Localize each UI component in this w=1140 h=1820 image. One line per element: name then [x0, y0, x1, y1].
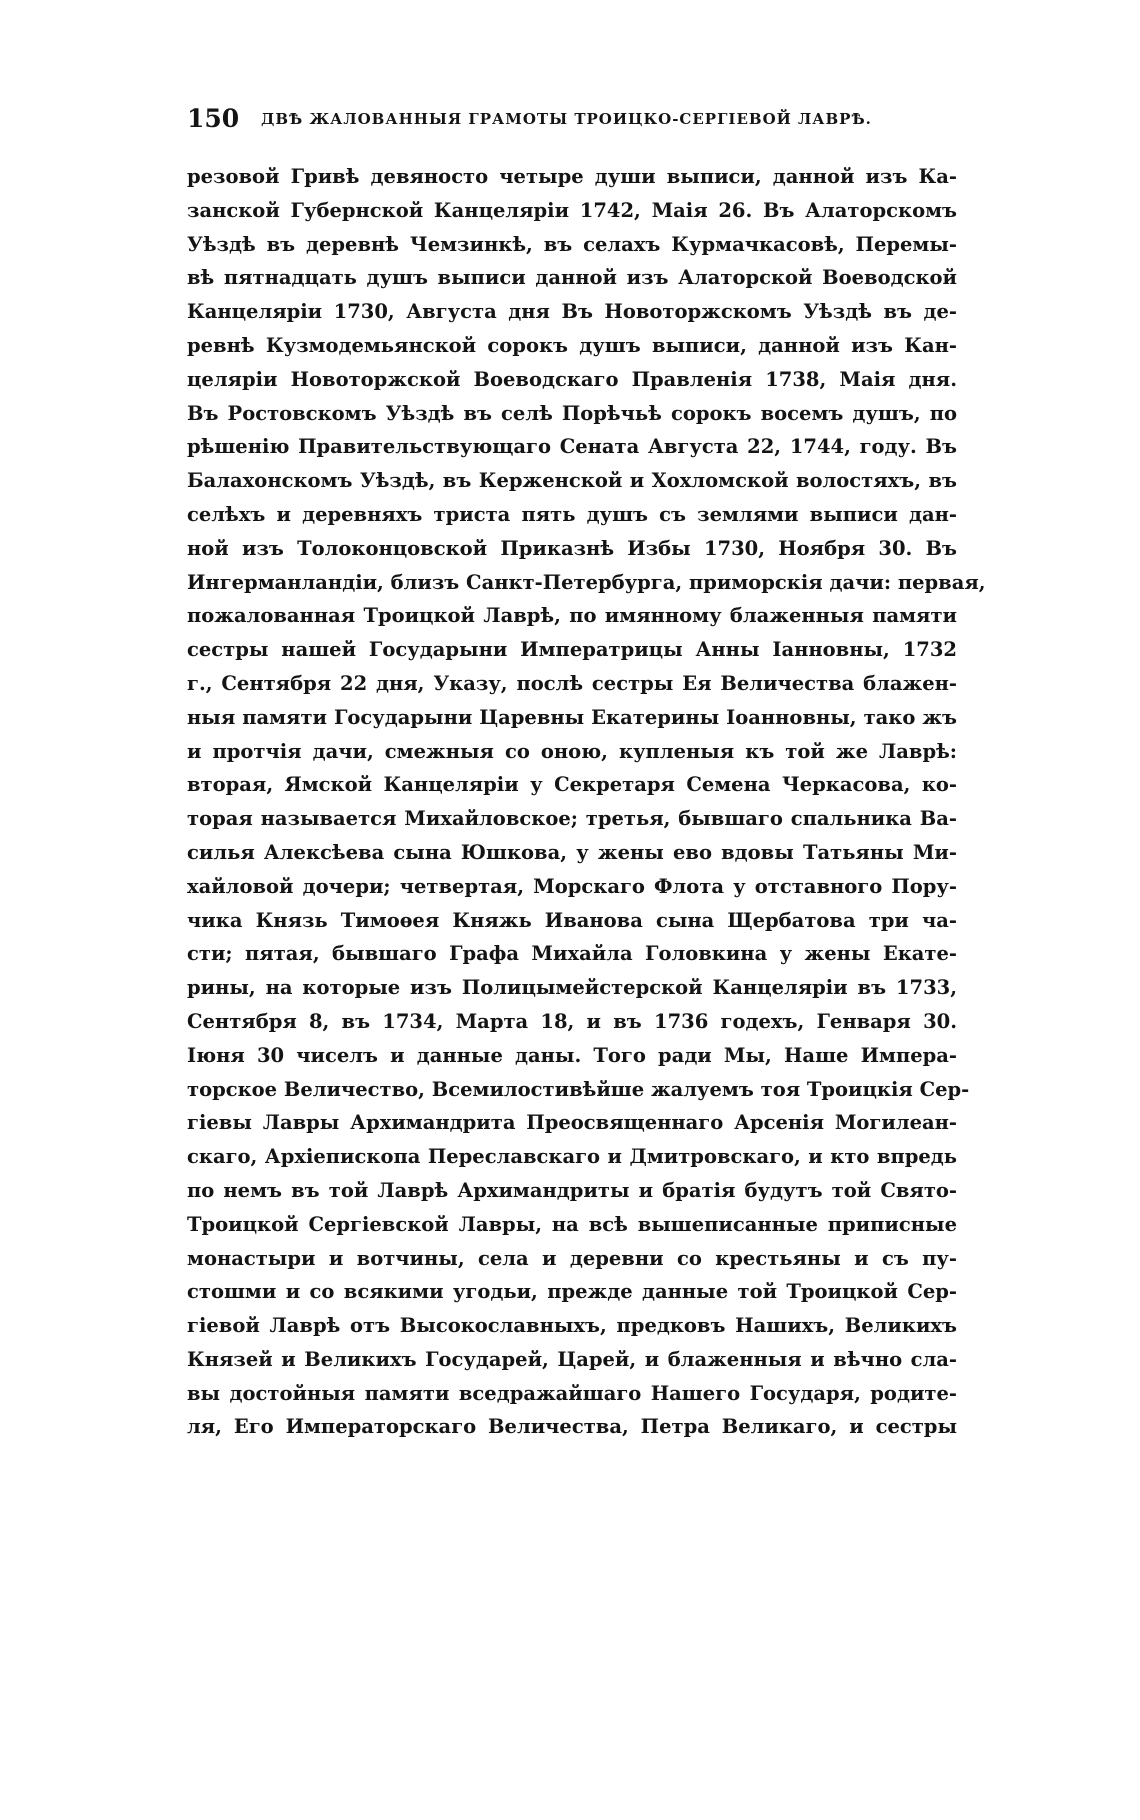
text-line: Князей и Великихъ Государей, Царей, и блаженныя и вѣчно сла-	[187, 1347, 957, 1371]
text-line: гіевы Лавры Архимандрита Преосвященнаго Арсенія Могилеан-	[187, 1111, 957, 1135]
text-line: целяріи Новоторжской Воеводскаго Правленія 1738, Маія дня.	[187, 367, 957, 391]
text-line: гіевой Лаврѣ отъ Высокославныхъ, предковъ Нашихъ, Великихъ	[187, 1314, 957, 1338]
text-line: вѣ пятнадцать душъ выписи данной изъ Алаторской Воеводской	[187, 266, 957, 290]
text-line: занской Губернской Канцеляріи 1742, Маія 26. Въ Алаторскомъ	[187, 198, 957, 222]
page-number: 150	[187, 104, 240, 133]
text-line: сестры нашей Государыни Императрицы Анны Іанновны, 1732	[187, 638, 957, 662]
text-line: вы достойныя памяти вседражайшаго Нашего Государя, родите-	[187, 1381, 957, 1405]
text-line: селѣхъ и деревняхъ триста пять душъ съ землями выписи дан-	[187, 502, 957, 526]
text-line: ревнѣ Кузмодемьянской сорокъ душъ выписи, данной изъ Кан-	[187, 333, 957, 357]
text-line: г., Сентября 22 дня, Указу, послѣ сестры Ея Величества блажен-	[187, 671, 957, 695]
text-line: силья Алексѣева сына Юшкова, у жены ево вдовы Татьяны Ми-	[187, 840, 957, 864]
text-line: и протчія дачи, смежныя со оною, купленыя къ той же Лаврѣ:	[187, 739, 957, 763]
text-line: Троицкой Сергіевской Лавры, на всѣ вышеписанные приписные	[187, 1212, 957, 1236]
text-line: торское Величество, Всемилостивѣйше жалуемъ тоя Троицкія Сер-	[187, 1077, 970, 1101]
text-line: резовой Гривѣ девяносто четыре души выписи, данной изъ Ка-	[187, 165, 957, 188]
text-line: вторая, Ямской Канцеляріи у Секретаря Семена Черкасова, ко-	[187, 773, 957, 797]
text-line: Балахонскомъ Уѣздѣ, въ Керженской и Хохломской волостяхъ, въ	[187, 469, 957, 493]
text-line: ныя памяти Государыни Царевны Екатерины Іоанновны, тако жъ	[187, 705, 957, 729]
text-line: Уѣздѣ въ деревнѣ Чемзинкѣ, въ селахъ Курмачкасовѣ, Перемы-	[187, 232, 957, 256]
text-line: по немъ въ той Лаврѣ Архимандриты и братія будутъ той Свято-	[187, 1178, 957, 1202]
text-line: монастыри и вотчины, села и деревни со крестьяны и съ пу-	[187, 1246, 957, 1270]
text-line: сти; пятая, бывшаго Графа Михайла Головкина у жены Екате-	[187, 942, 957, 966]
text-line: чика Князь Тимоѳея Княжь Иванова сына Щербатова три ча-	[187, 908, 957, 932]
text-line: ля, Его Императорскаго Величества, Петра Великаго, и сестры	[187, 1415, 957, 1439]
text-line: ной изъ Толоконцовской Приказнѣ Избы 1730, Ноября 30. Въ	[187, 536, 957, 560]
running-title: ДВѢ ЖАЛОВАННЫЯ ГРАМОТЫ ТРОИЦКО-СЕРГІЕВОЙ ЛАВРѢ.	[261, 110, 872, 128]
text-line: скаго, Архіепископа Переславскаго и Дмитровскаго, и кто впредь	[187, 1145, 957, 1169]
body-text	[187, 160, 986, 1444]
running-header	[187, 104, 957, 134]
text-line: рины, на которые изъ Полицымейстерской Канцеляріи въ 1733,	[187, 976, 957, 1000]
text-line: Іюня 30 чиселъ и данные даны. Того ради Мы, Наше Импера-	[187, 1043, 957, 1067]
text-line: пожалованная Троицкой Лаврѣ, по имянному блаженныя памяти	[187, 604, 957, 628]
text-line: рѣшенію Правительствующаго Сената Августа 22, 1744, году. Въ	[187, 435, 957, 459]
text-line: Сентября 8, въ 1734, Марта 18, и въ 1736 годехъ, Генваря 30.	[187, 1009, 957, 1033]
text-line: хайловой дочери; четвертая, Морскаго Флота у отставного Пору-	[187, 874, 957, 898]
text-line: стошми и со всякими угодьи, прежде данные той Троицкой Сер-	[187, 1280, 957, 1304]
text-line: Въ Ростовскомъ Уѣздѣ въ селѣ Порѣчьѣ сорокъ восемъ душъ, по	[187, 401, 957, 425]
text-line: Канцеляріи 1730, Августа дня Въ Новоторжскомъ Уѣздѣ въ де-	[187, 300, 957, 324]
text-line: торая называется Михайловское; третья, бывшаго спальника Ва-	[187, 807, 957, 831]
text-line: Ингерманландіи, близъ Санкт-Петербурга, приморскія дачи: первая,	[187, 570, 986, 594]
